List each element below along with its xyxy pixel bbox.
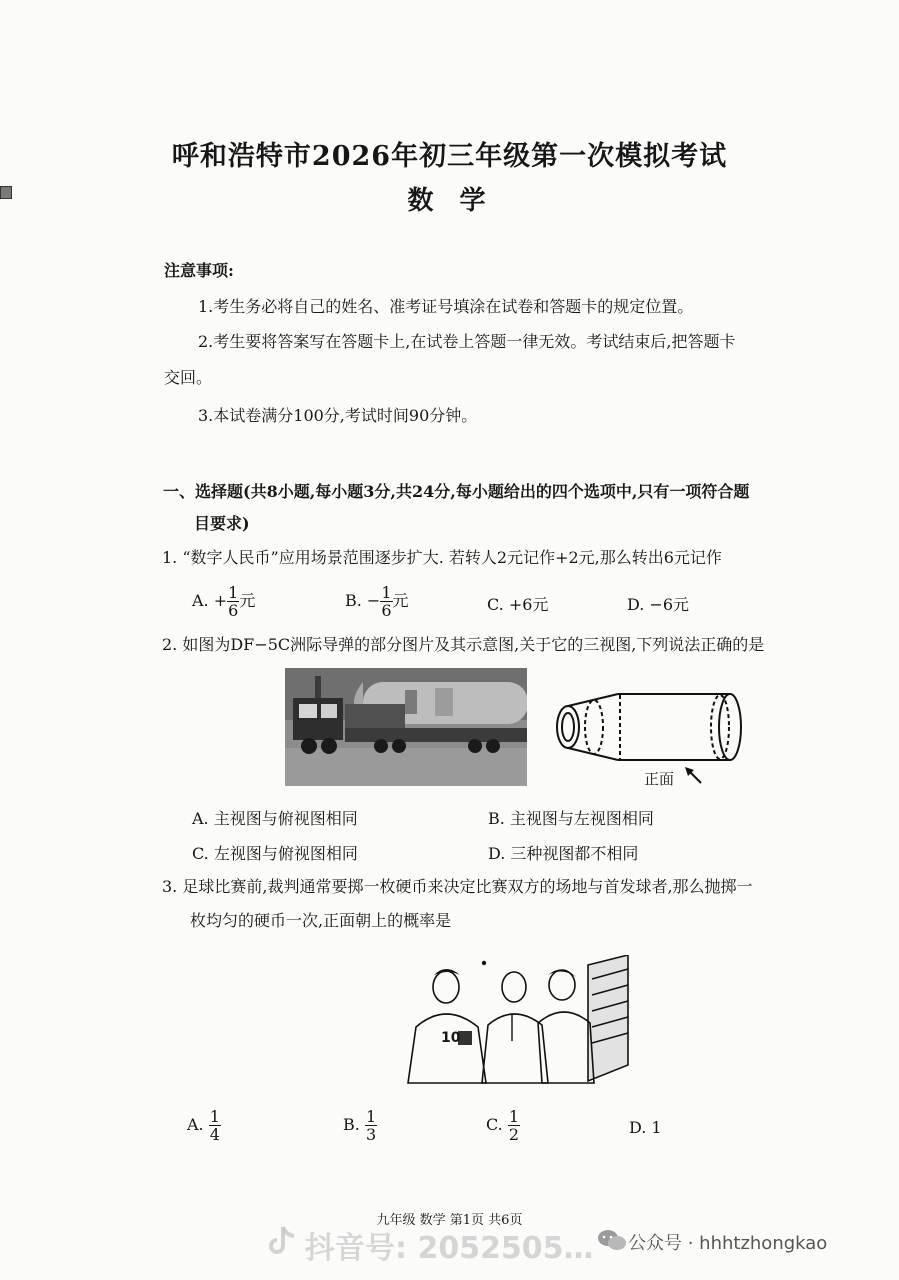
fraction-denominator: 3 bbox=[365, 1125, 377, 1144]
q1-option-a-prefix: A. + bbox=[192, 591, 228, 610]
q3-option-b bbox=[343, 1108, 377, 1143]
q1-option-a-fraction bbox=[227, 584, 239, 619]
subject-title: 数学 bbox=[407, 186, 512, 216]
q1-option-b-fraction bbox=[380, 584, 392, 619]
douyin-watermark: 抖音号: 2052505… bbox=[305, 1231, 594, 1266]
q3-option-a-fraction bbox=[209, 1108, 221, 1143]
coin-toss-illustration bbox=[402, 955, 630, 1093]
q3-option-c-fraction bbox=[508, 1108, 520, 1143]
q2-option-a: A. 主视图与俯视图相同 bbox=[192, 809, 358, 828]
fraction-denominator: 2 bbox=[508, 1125, 520, 1144]
fraction-numerator: 1 bbox=[365, 1107, 377, 1126]
wechat-logo-icon bbox=[597, 1228, 627, 1252]
q1-option-b-prefix: B. − bbox=[345, 591, 381, 610]
q1-option-b bbox=[345, 584, 409, 619]
exam-title: 呼和浩特市2026年初三年级第一次模拟考试 bbox=[171, 141, 728, 172]
notice-item-1: 1.考生务必将自己的姓名、准考证号填涂在试卷和答题卡的规定位置。 bbox=[198, 297, 694, 316]
q3-option-c bbox=[486, 1108, 520, 1143]
fraction-numerator: 1 bbox=[209, 1107, 220, 1126]
jersey-number: 10 bbox=[441, 1030, 461, 1046]
q3-stem-line-2: 枚均匀的硬币一次,正面朝上的概率是 bbox=[190, 911, 452, 930]
wechat-watermark: 公众号 · hhhtzhongkao bbox=[628, 1233, 828, 1254]
fraction-denominator: 6 bbox=[381, 601, 392, 620]
q3-option-d: D. 1 bbox=[629, 1118, 662, 1137]
q2-option-b: B. 主视图与左视图相同 bbox=[488, 809, 654, 828]
q1-stem: 1. “数字人民币”应用场景范围逐步扩大. 若转人2元记作+2元,那么转出6元记作 bbox=[162, 548, 722, 567]
q2-stem: 2. 如图为DF−5C洲际导弹的部分图片及其示意图,关于它的三视图,下列说法正确的是 bbox=[162, 635, 765, 654]
q2-option-d: D. 三种视图都不相同 bbox=[488, 844, 639, 863]
fraction-denominator: 4 bbox=[209, 1125, 220, 1144]
fraction-denominator: 6 bbox=[228, 601, 239, 620]
q1-option-d: D. −6元 bbox=[627, 595, 690, 614]
fraction-numerator: 1 bbox=[508, 1107, 520, 1126]
q2-option-c: C. 左视图与俯视图相同 bbox=[192, 844, 358, 863]
notice-heading: 注意事项: bbox=[164, 261, 234, 280]
section-heading-line-1: 一、选择题(共8小题,每小题3分,共24分,每小题给出的四个选项中,只有一项符合题 bbox=[163, 482, 750, 501]
notice-item-2-line-2: 交回。 bbox=[164, 368, 213, 387]
fraction-numerator: 1 bbox=[228, 583, 239, 602]
page-footer: 九年级 数学 第1页 共6页 bbox=[376, 1213, 523, 1228]
q1-option-b-unit: 元 bbox=[392, 591, 409, 610]
q3-stem-line-1: 3. 足球比赛前,裁判通常要掷一枚硬币来决定比赛双方的场地与首发球者,那么抛掷一 bbox=[162, 877, 753, 896]
front-view-label: 正面 bbox=[644, 770, 675, 788]
q1-option-c: C. +6元 bbox=[487, 595, 549, 614]
q3-option-a bbox=[187, 1108, 221, 1143]
fraction-numerator: 1 bbox=[381, 583, 392, 602]
douyin-logo-icon bbox=[268, 1224, 298, 1258]
q3-option-b-prefix: B. bbox=[343, 1115, 360, 1134]
section-heading-line-2: 目要求) bbox=[194, 514, 250, 533]
q3-option-a-prefix: A. bbox=[187, 1115, 204, 1134]
notice-item-2-line-1: 2.考生要将答案写在答题卡上,在试卷上答题一律无效。考试结束后,把答题卡 bbox=[198, 332, 736, 351]
notice-item-3: 3.本试卷满分100分,考试时间90分钟。 bbox=[198, 406, 478, 425]
q1-option-a bbox=[192, 584, 255, 619]
q1-option-a-unit: 元 bbox=[239, 591, 256, 610]
q3-option-c-prefix: C. bbox=[486, 1115, 503, 1134]
missile-truck-photo bbox=[285, 668, 527, 786]
q3-option-b-fraction bbox=[365, 1108, 377, 1143]
